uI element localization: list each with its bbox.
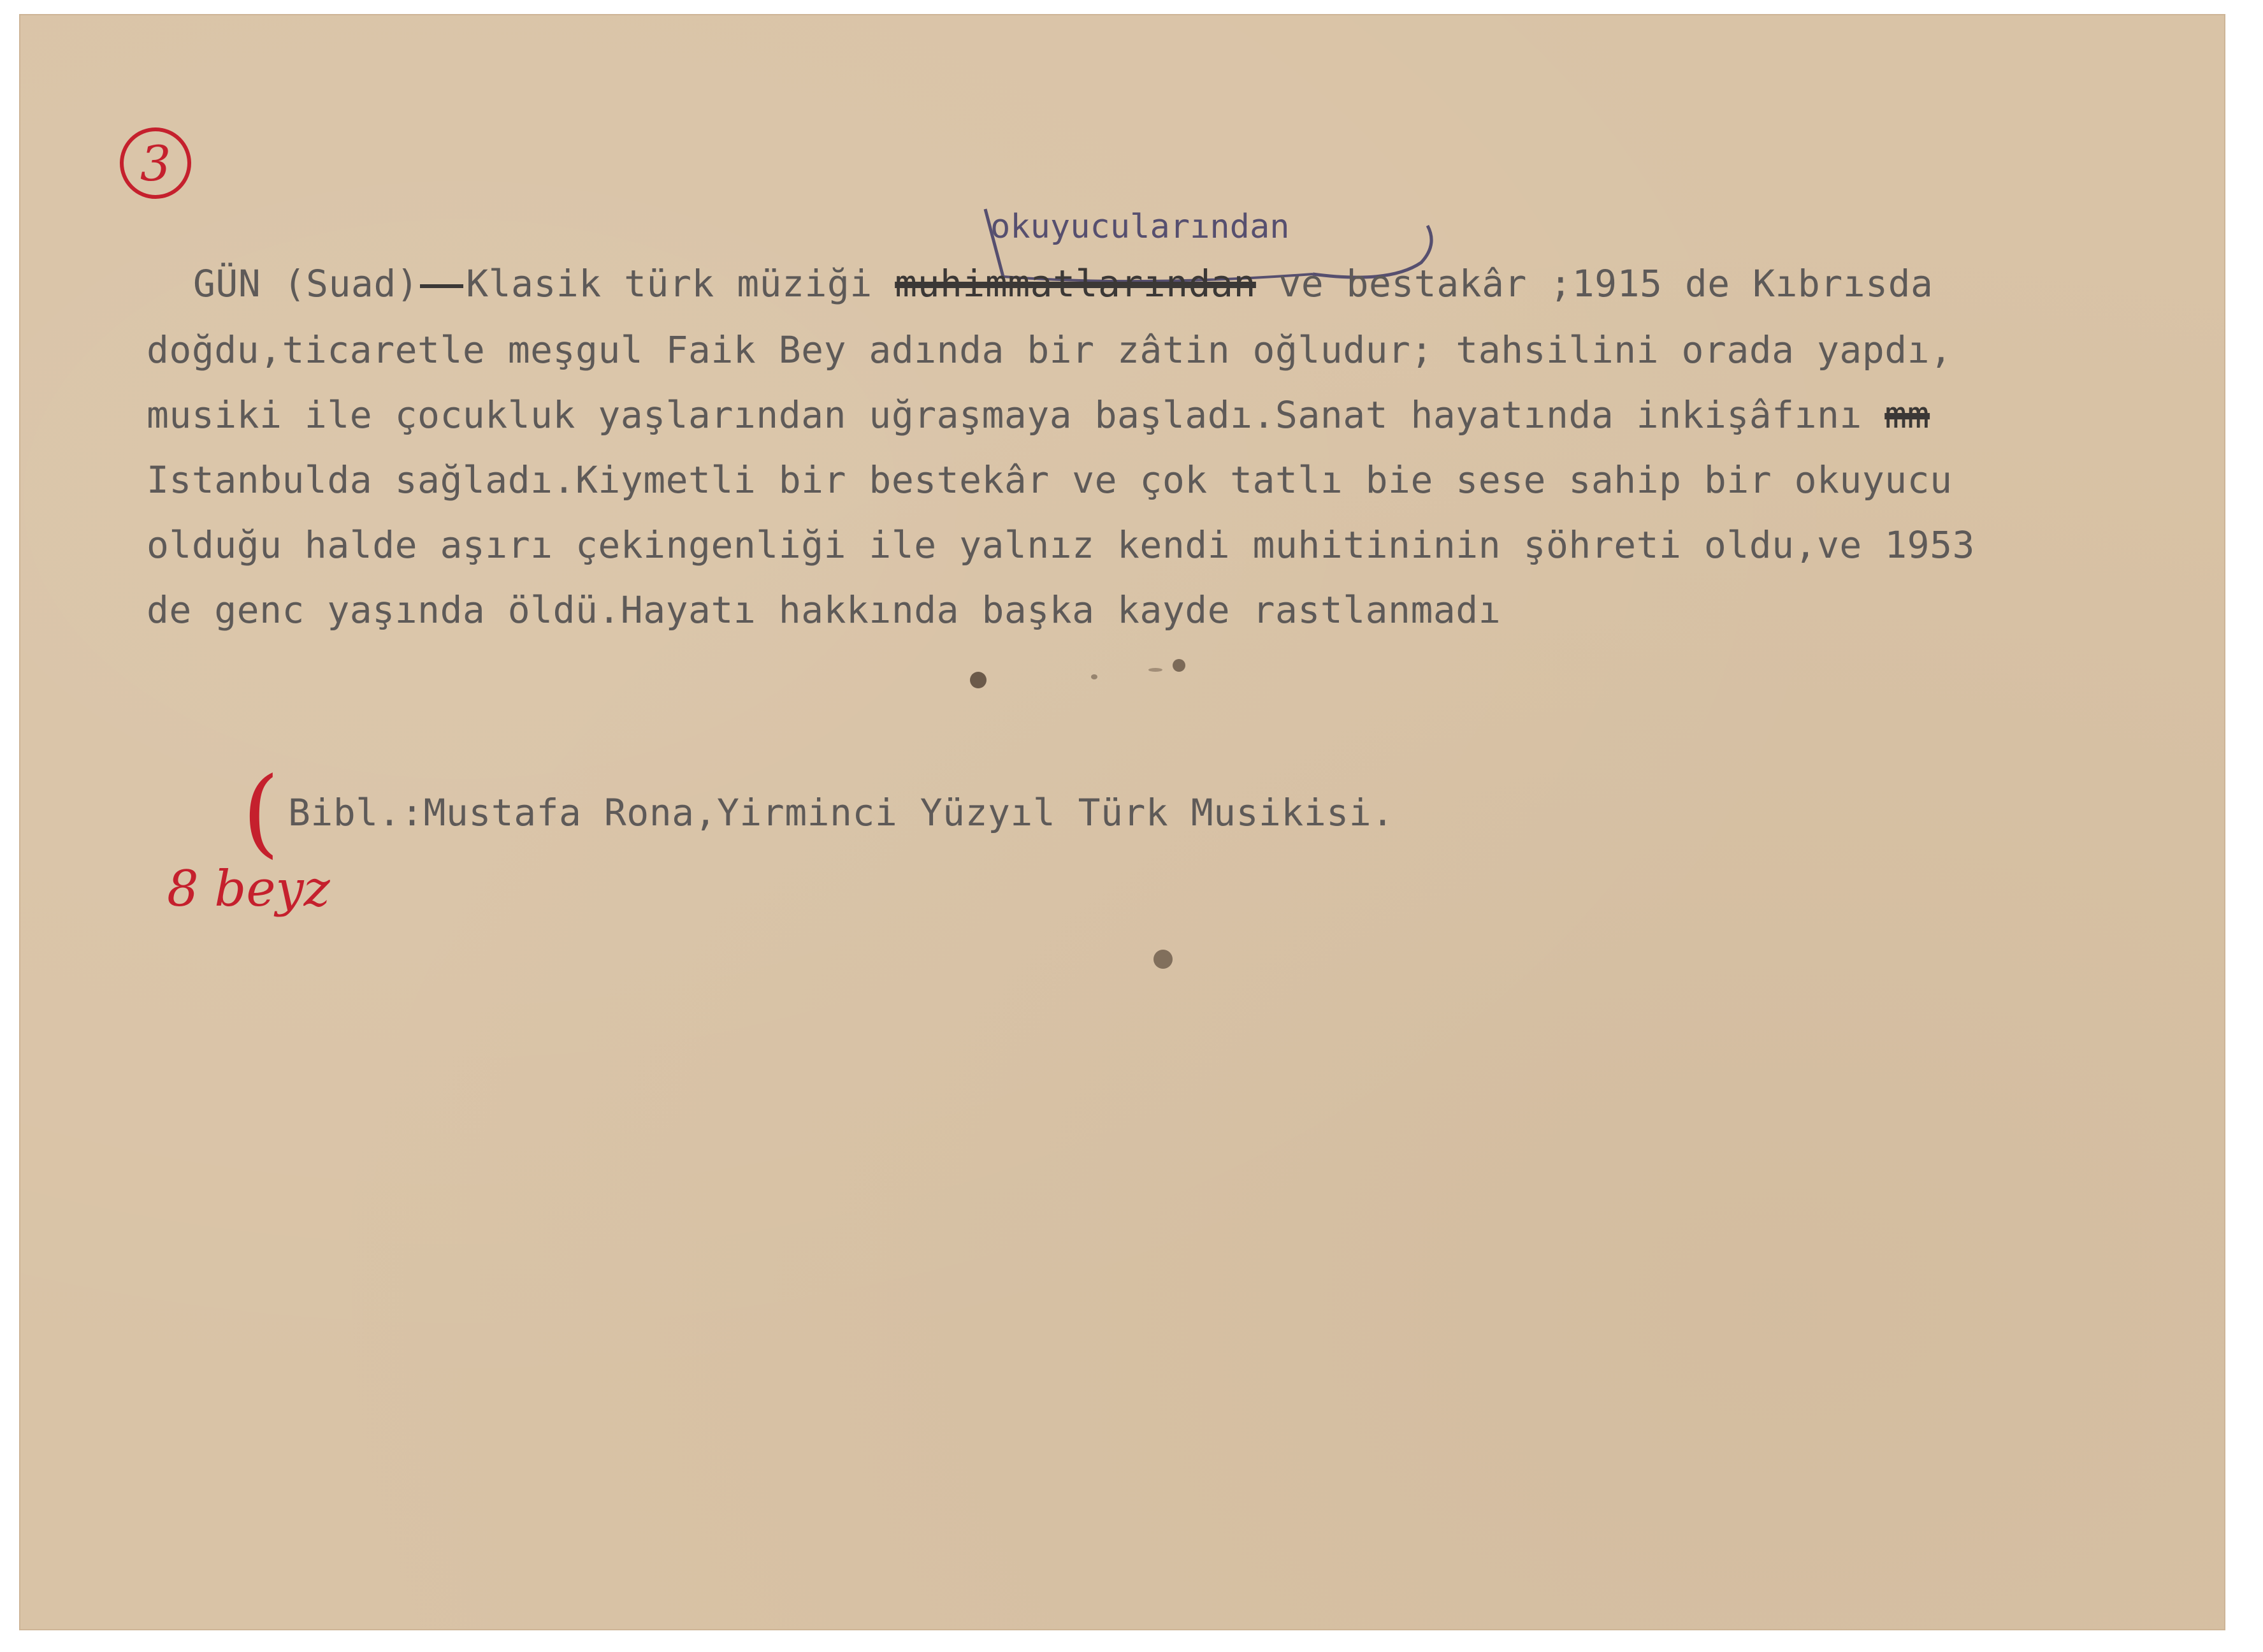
text-line-5: olduğu halde aşırı çekingenliği ile yalnız kendi muhitininin şöhreti oldu,ve 1953 bbox=[147, 523, 1975, 567]
page-number: 3 bbox=[140, 134, 171, 192]
line-1-tail: ve bestakâr ;1915 de Kıbrısda bbox=[1255, 262, 1934, 305]
text-line-4: Istanbulda sağladı.Kiymetli bir bestekâr ve çok tatlı bie sese sahip bir okuyucu bbox=[147, 458, 1953, 502]
ink-spot bbox=[1091, 674, 1097, 679]
bibliography-line: Bibl.:Mustafa Rona,Yirminci Yüzyıl Türk Musikisi. bbox=[288, 791, 1394, 834]
ink-spot bbox=[1173, 659, 1185, 672]
red-parenthesis: ( bbox=[242, 757, 280, 868]
ink-spot bbox=[1148, 668, 1162, 672]
text-line-3 bbox=[147, 393, 1930, 437]
struck-word: muhimmatlarından bbox=[895, 262, 1256, 305]
heading-dash bbox=[420, 284, 463, 288]
index-card bbox=[19, 14, 2225, 1630]
text-line-2: doğdu,ticaretle meşgul Faik Bey adında bir zâtin oğludur; tahsilini orada yapdı, bbox=[147, 328, 1953, 372]
line-3-main: musiki ile çocukluk yaşlarından uğraşmaya başladı.Sanat hayatında inkişâfını bbox=[147, 393, 1885, 437]
text-line-1 bbox=[193, 262, 1934, 305]
line-1-mid: Klasik türk müziği bbox=[466, 262, 895, 305]
ink-spot bbox=[970, 672, 987, 688]
text-line-6: de genc yaşında öldü.Hayatı hakkında başka kayde rastlanmadı bbox=[147, 588, 1501, 632]
struck-letters: mm bbox=[1884, 393, 1930, 437]
inserted-word: okuyucularından bbox=[990, 208, 1290, 246]
ink-spot bbox=[1153, 950, 1173, 969]
handwritten-annotation: 8 beyz bbox=[167, 860, 330, 918]
entry-heading: GÜN (Suad) bbox=[193, 262, 419, 305]
page-number-circle bbox=[120, 127, 191, 199]
